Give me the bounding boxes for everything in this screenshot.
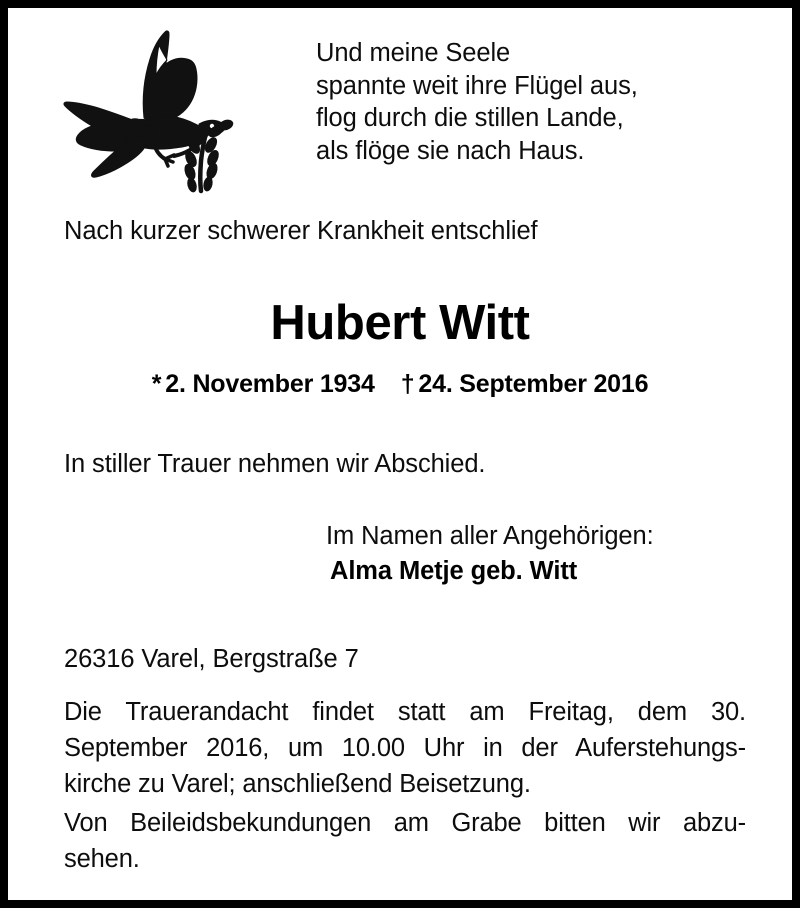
death-date: 24. September 2016	[418, 370, 649, 398]
announcement-text: Nach kurzer schwerer Krankheit entschlief	[64, 217, 538, 245]
dove-with-olive-branch-icon	[56, 21, 246, 196]
birth-star-icon: *	[151, 370, 162, 398]
life-dates	[8, 368, 792, 400]
poem-line-3: flog durch die stillen Lande,	[316, 104, 624, 132]
signature-intro: Im Namen aller Angehörigen:	[326, 522, 654, 550]
condolence-request-paragraph	[64, 805, 746, 877]
death-date-group	[401, 368, 649, 400]
address-text: 26316 Varel, Bergstraße 7	[64, 645, 359, 673]
death-cross-icon: †	[400, 370, 415, 398]
poem	[316, 37, 736, 167]
farewell-text: In stiller Trauer nehmen wir Abschied.	[64, 450, 486, 478]
condolence-line-2: sehen.	[64, 845, 140, 873]
birth-date-group	[152, 368, 375, 400]
condolence-line-1: Von Beileidsbekundungen am Grabe bitten wir abzu-	[64, 809, 746, 837]
service-line-1: Die Trauerandacht findet statt am Freitag, dem 30.	[64, 698, 746, 726]
obituary-content	[8, 8, 792, 900]
service-line-2: September 2016, um 10.00 Uhr in der Auferstehungs-	[64, 734, 746, 762]
birth-date: 2. November 1934	[165, 370, 375, 398]
service-line-3: kirche zu Varel; anschließend Beisetzung.	[64, 770, 531, 798]
poem-line-4: als flöge sie nach Haus.	[316, 136, 585, 165]
signature-name: Alma Metje geb. Witt	[330, 557, 578, 585]
header-block	[8, 8, 792, 198]
deceased-name: Hubert Witt	[270, 296, 530, 350]
service-details-paragraph	[64, 694, 746, 802]
signature-block	[326, 520, 726, 590]
poem-line-1: Und meine Seele	[316, 39, 511, 67]
poem-line-2: spannte weit ihre Flügel aus,	[316, 71, 638, 100]
